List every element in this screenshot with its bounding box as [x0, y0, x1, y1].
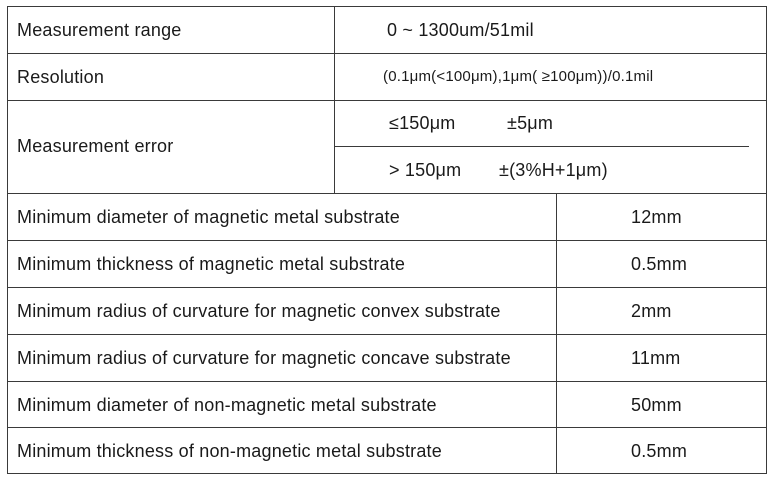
row-value: 0.5mm [631, 254, 688, 274]
row-divider [7, 427, 767, 428]
column-divider-upper [334, 6, 335, 193]
row-label: Minimum thickness of non-magnetic metal substrate [17, 441, 442, 461]
row-label: Minimum radius of curvature for magnetic concave substrate [17, 348, 511, 368]
row-value: 2mm [631, 301, 672, 321]
row-value-resolution: (0.1μm(<100μm),1μm( ≥100μm))/0.1mil [383, 68, 654, 85]
row-divider [7, 240, 767, 241]
row-value: 50mm [631, 395, 682, 415]
error-tolerance-2: ±(3%H+1μm) [499, 160, 608, 180]
row-value: 11mm [631, 348, 681, 368]
row-label-measurement-error: Measurement error [17, 136, 174, 156]
row-value: 12mm [631, 207, 682, 227]
error-range-2: > 150μm [389, 160, 462, 180]
row-divider [7, 381, 767, 382]
sub-row-divider [334, 146, 749, 147]
table-border-right [766, 6, 767, 474]
row-divider [7, 193, 767, 194]
row-value-measurement-range: 0 ~ 1300um/51mil [387, 20, 534, 40]
row-label: Minimum thickness of magnetic metal substrate [17, 254, 406, 274]
row-label: Minimum diameter of magnetic metal substrate [17, 207, 400, 227]
error-tolerance-1: ±5μm [507, 113, 554, 133]
error-range-1: ≤150μm [389, 113, 456, 133]
table-border-top [7, 6, 767, 7]
row-divider [7, 334, 767, 335]
row-label: Minimum radius of curvature for magnetic convex substrate [17, 301, 501, 321]
row-divider [7, 287, 767, 288]
table-border-left [7, 6, 8, 474]
column-divider-lower [556, 193, 557, 474]
spec-table [7, 6, 767, 474]
row-divider [7, 53, 767, 54]
row-divider [7, 100, 767, 101]
table-border-bottom [7, 473, 767, 474]
row-label: Minimum diameter of non-magnetic metal substrate [17, 395, 437, 415]
row-label-measurement-range: Measurement range [17, 20, 182, 40]
row-label-resolution: Resolution [17, 67, 105, 87]
row-value: 0.5mm [631, 441, 688, 461]
